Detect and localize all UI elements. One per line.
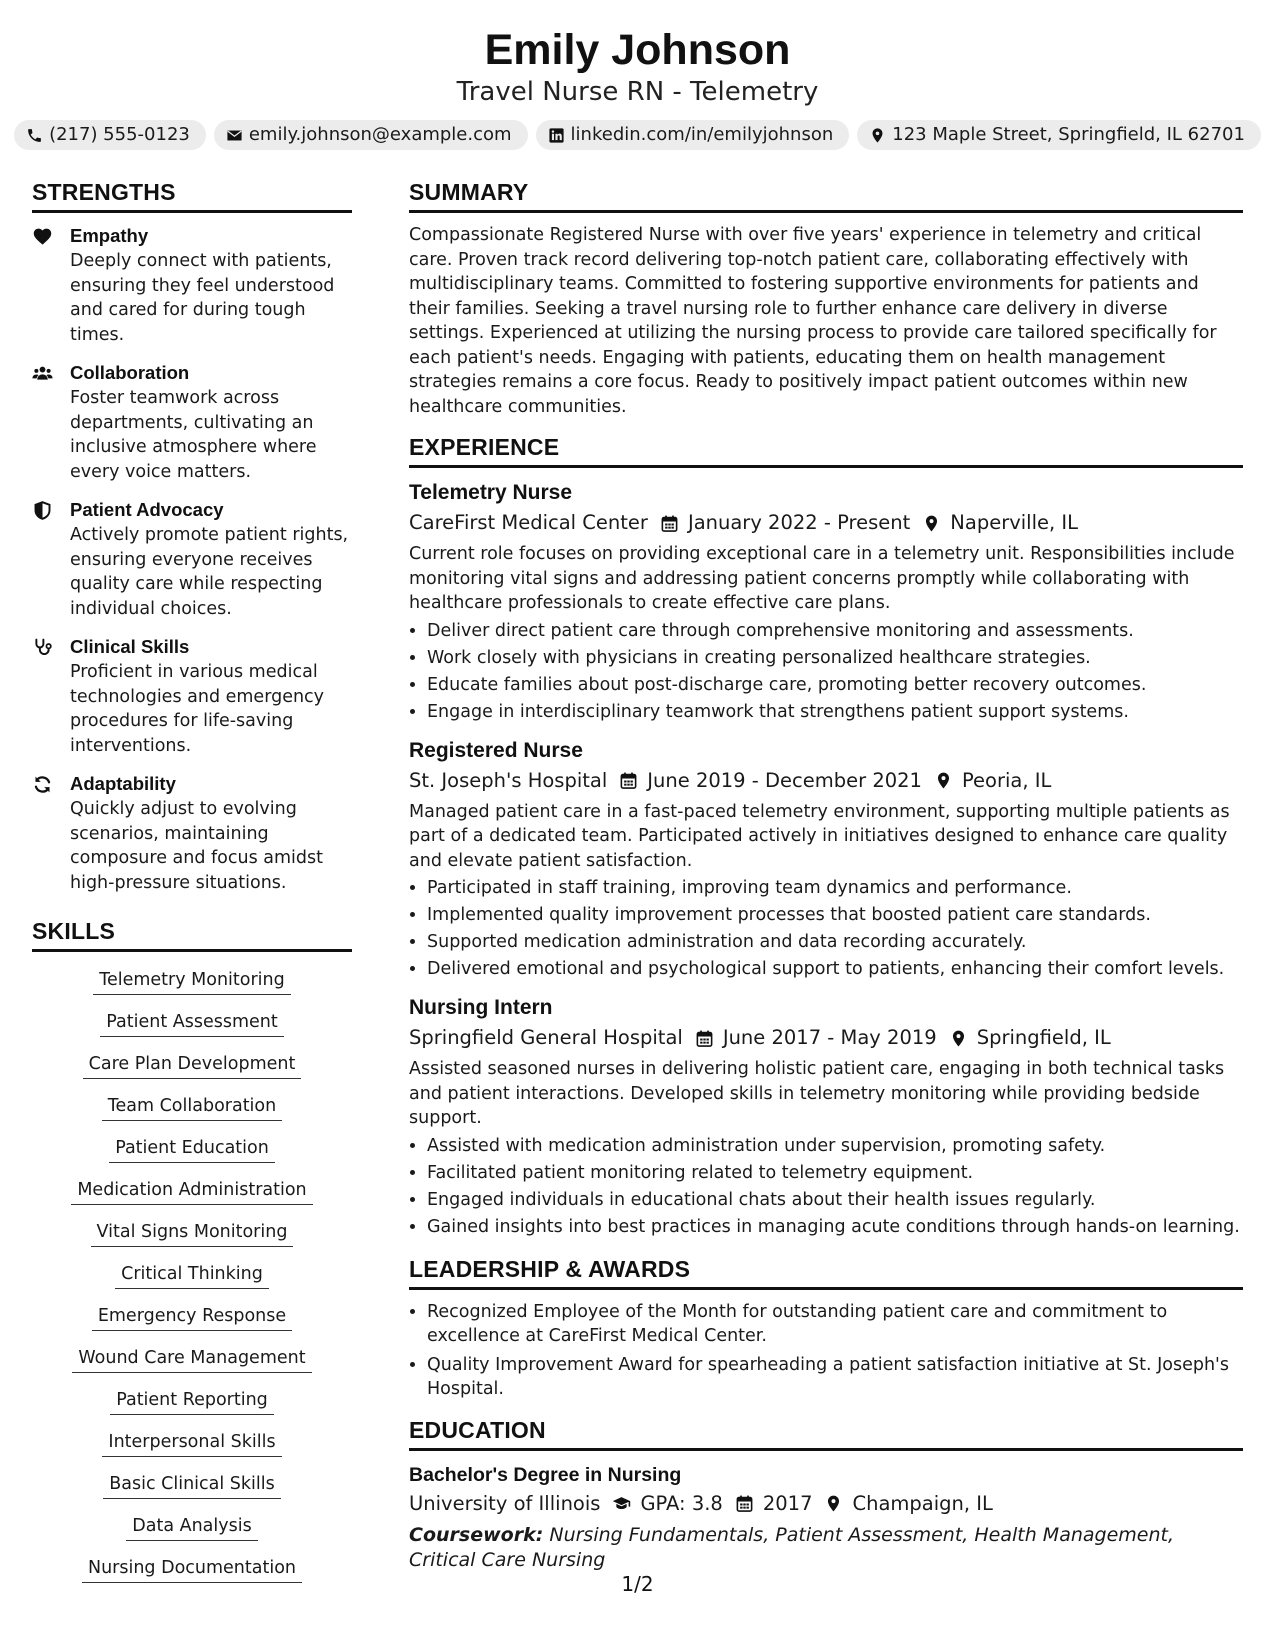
job-dates: June 2017 - May 2019 xyxy=(722,1026,937,1049)
list-item: • Deliver direct patient care through comprehensive monitoring and assessments. xyxy=(427,618,1243,645)
map-pin-icon xyxy=(869,127,886,144)
strength-title: Empathy xyxy=(70,225,149,246)
job-title: Nursing Intern xyxy=(409,996,553,1019)
envelope-icon xyxy=(226,127,243,144)
job-title: Telemetry Nurse xyxy=(409,481,573,504)
stethoscope-icon xyxy=(32,634,70,758)
skills-list xyxy=(32,968,352,1583)
coursework-label: Coursework: xyxy=(409,1523,544,1546)
contact-linkedin[interactable] xyxy=(536,120,850,150)
job-dates: June 2019 - December 2021 xyxy=(647,768,922,792)
job-location: Naperville, IL xyxy=(950,511,1079,534)
list-item: • Quality Improvement Award for spearheading a patient satisfaction initiative at St. Joseph's Hospital. xyxy=(427,1353,1243,1402)
job-bullets xyxy=(409,875,1243,983)
job-location: Peoria, IL xyxy=(961,768,1052,792)
skill-tag: Patient Education xyxy=(109,1136,275,1163)
list-item: • Participated in staff training, improving team dynamics and performance. xyxy=(427,875,1243,902)
resume-header xyxy=(0,0,1275,150)
list-item: • Engaged individuals in educational chats about their health issues regularly. xyxy=(427,1187,1243,1214)
list-item: • Implemented quality improvement processes that boosted patient care standards. xyxy=(427,902,1243,929)
contact-address xyxy=(857,120,1261,150)
skill-tag: Vital Signs Monitoring xyxy=(91,1220,294,1247)
email-text: emily.johnson@example.com xyxy=(248,124,512,145)
company-name: CareFirst Medical Center xyxy=(409,511,648,534)
job-title: Travel Nurse RN - Telemetry xyxy=(456,77,819,107)
phone-icon xyxy=(26,127,43,144)
list-item: • Facilitated patient monitoring related to telemetry equipment. xyxy=(427,1160,1243,1187)
skill-tag: Wound Care Management xyxy=(72,1346,311,1373)
job-entry xyxy=(409,993,1243,1241)
gpa-text: GPA: 3.8 xyxy=(640,1491,723,1515)
skill-tag: Patient Assessment xyxy=(100,1010,283,1037)
linkedin-text: linkedin.com/in/emilyjohnson xyxy=(570,124,834,145)
strength-desc: Actively promote patient rights, ensuring everyone receives quality care while respecting individual choices. xyxy=(70,525,349,619)
right-column xyxy=(409,178,1243,1573)
sync-icon xyxy=(32,771,70,895)
strength-desc: Quickly adjust to evolving scenarios, maintaining composure and focus amidst high-pressure situations. xyxy=(70,799,324,893)
job-title: Registered Nurse xyxy=(409,738,583,762)
list-item: • Engage in interdisciplinary teamwork that strengthens patient support systems. xyxy=(427,699,1243,726)
strengths-list xyxy=(32,223,352,895)
users-icon xyxy=(32,360,70,484)
map-pin-icon xyxy=(824,1494,843,1513)
job-meta xyxy=(409,508,1243,538)
strength-desc: Deeply connect with patients, ensuring they feel understood and cared for during tough times. xyxy=(70,251,335,345)
strength-title: Clinical Skills xyxy=(70,636,190,657)
coursework-text: Nursing Fundamentals, Patient Assessment, Health Management, Critical Care Nursing xyxy=(409,1523,1175,1571)
calendar-icon xyxy=(619,771,638,790)
job-description: Assisted seasoned nurses in delivering holistic patient care, engaging in both technical tasks and patient interactions. Developed skills in telemetry monitoring while providing bedside support. xyxy=(409,1059,1225,1128)
leadership-heading: LEADERSHIP & AWARDS xyxy=(409,1255,1243,1290)
contact-bar xyxy=(0,120,1275,150)
strength-item xyxy=(32,360,352,484)
graduation-year: 2017 xyxy=(762,1491,813,1515)
shield-icon xyxy=(32,497,70,621)
list-item: • Supported medication administration and data recording accurately. xyxy=(427,929,1243,956)
coursework xyxy=(409,1523,1243,1573)
strength-item xyxy=(32,771,352,895)
job-bullets xyxy=(409,618,1243,726)
degree-title: Bachelor's Degree in Nursing xyxy=(409,1463,682,1486)
address-text: 123 Maple Street, Springfield, IL 62701 xyxy=(892,124,1245,145)
skill-tag: Emergency Response xyxy=(92,1304,292,1331)
education-meta xyxy=(409,1489,1243,1519)
strength-item xyxy=(32,223,352,347)
list-item: • Assisted with medication administration under supervision, promoting safety. xyxy=(427,1133,1243,1160)
skill-tag: Data Analysis xyxy=(126,1514,257,1541)
page-number: 1/2 xyxy=(621,1572,654,1596)
list-item: • Educate families about post-discharge care, promoting better recovery outcomes. xyxy=(427,672,1243,699)
map-pin-icon xyxy=(934,771,953,790)
job-description: Managed patient care in a fast-paced telemetry environment, supporting multiple patients as part of a dedicated team. Participated actively in initiatives designed to enhance care quality and elevate patient satisfaction. xyxy=(409,801,1230,871)
job-meta xyxy=(409,766,1243,796)
map-pin-icon xyxy=(949,1029,968,1048)
contact-email[interactable] xyxy=(214,120,528,150)
strength-item xyxy=(32,634,352,758)
skill-tag: Telemetry Monitoring xyxy=(93,968,291,995)
heart-icon xyxy=(32,223,70,347)
skill-tag: Medication Administration xyxy=(71,1178,312,1205)
company-name: Springfield General Hospital xyxy=(409,1026,683,1049)
school-name: University of Illinois xyxy=(409,1491,601,1515)
strength-title: Adaptability xyxy=(70,773,176,794)
list-item: • Gained insights into best practices in managing acute conditions through hands-on learning. xyxy=(427,1214,1243,1241)
strength-desc: Foster teamwork across departments, cultivating an inclusive atmosphere where every voice matters. xyxy=(70,388,317,482)
education-heading: EDUCATION xyxy=(409,1416,1243,1451)
company-name: St. Joseph's Hospital xyxy=(409,768,608,792)
contact-phone[interactable] xyxy=(14,120,206,150)
skill-tag: Nursing Documentation xyxy=(82,1556,302,1583)
calendar-icon xyxy=(735,1494,754,1513)
job-location: Springfield, IL xyxy=(976,1026,1111,1049)
job-dates: January 2022 - Present xyxy=(687,511,911,534)
skill-tag: Critical Thinking xyxy=(115,1262,269,1289)
map-pin-icon xyxy=(922,514,941,533)
list-item: • Recognized Employee of the Month for outstanding patient care and commitment to excellence at CareFirst Medical Center. xyxy=(427,1300,1243,1349)
summary-heading: SUMMARY xyxy=(409,178,1243,213)
left-column xyxy=(32,178,352,1583)
list-item: • Work closely with physicians in creating personalized healthcare strategies. xyxy=(427,645,1243,672)
strength-item xyxy=(32,497,352,621)
skill-tag: Care Plan Development xyxy=(83,1052,302,1079)
linkedin-icon xyxy=(548,127,565,144)
graduation-cap-icon xyxy=(612,1494,631,1513)
strengths-heading: STRENGTHS xyxy=(32,178,352,213)
summary-text: Compassionate Registered Nurse with over five years' experience in telemetry and critical care. Proven track record delivering top-notch patient care, collaborating effectively with multidisciplinary teams. Committed to fostering supportive environments for patients and their families. Seeking a travel nursing role to further enhance care delivery in diverse settings. Experienced at utilizing the nursing process to provide care tailored specifically for each patient's needs. Engaging with patients, educating them on health management strategies remains a core focus. Ready to positively impact patient outcomes within new healthcare communities. xyxy=(409,225,1217,417)
skill-tag: Team Collaboration xyxy=(102,1094,282,1121)
skill-tag: Patient Reporting xyxy=(110,1388,274,1415)
calendar-icon xyxy=(660,514,679,533)
job-entry xyxy=(409,478,1243,726)
experience-heading: EXPERIENCE xyxy=(409,433,1243,468)
candidate-name: Emily Johnson xyxy=(484,26,791,74)
school-location: Champaign, IL xyxy=(852,1491,993,1515)
strength-desc: Proficient in various medical technologies and emergency procedures for life-saving interventions. xyxy=(70,662,325,756)
job-meta xyxy=(409,1023,1243,1053)
calendar-icon xyxy=(695,1029,714,1048)
skill-tag: Interpersonal Skills xyxy=(102,1430,281,1457)
job-bullets xyxy=(409,1133,1243,1241)
phone-text: (217) 555-0123 xyxy=(49,124,190,145)
job-description: Current role focuses on providing exceptional care in a telemetry unit. Responsibilities include monitoring vital signs and addressing patient concerns promptly while collaborating with healthcare professionals to create effective care plans. xyxy=(409,544,1235,613)
awards-list xyxy=(409,1300,1243,1402)
strength-title: Patient Advocacy xyxy=(70,499,224,520)
strength-title: Collaboration xyxy=(70,362,190,383)
job-entry xyxy=(409,736,1243,984)
skill-tag: Basic Clinical Skills xyxy=(103,1472,281,1499)
list-item: • Delivered emotional and psychological support to patients, enhancing their comfort levels. xyxy=(427,956,1243,983)
skills-heading: SKILLS xyxy=(32,917,352,952)
